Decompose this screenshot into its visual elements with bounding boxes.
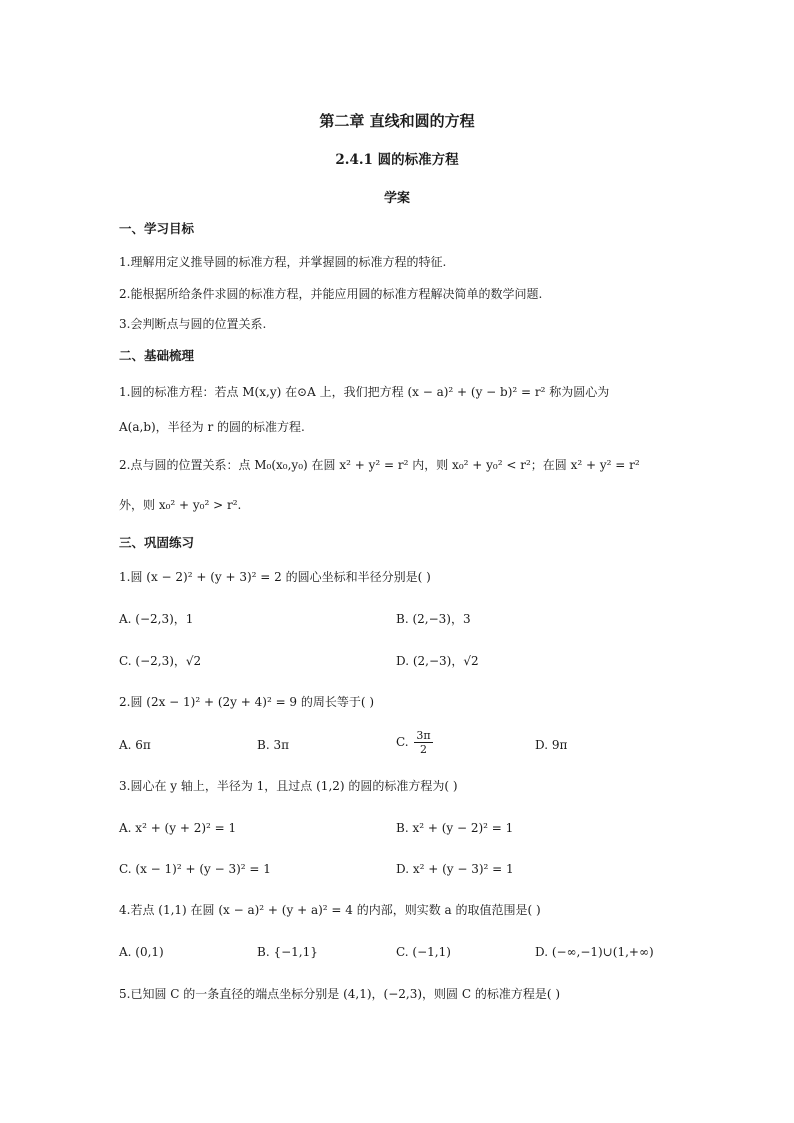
basics-line: 1.圆的标准方程：若点 M(x,y) 在⊙A 上，我们把方程 (x − a)² + (y − b)² = r² 称为圆心为: [119, 385, 610, 399]
option-a: A. (0,1): [119, 945, 164, 959]
fraction: [414, 729, 432, 756]
option-b: B. 3π: [257, 738, 289, 752]
option-c: C. (−2,3)，√2: [119, 654, 202, 668]
question-stem: 3.圆心在 y 轴上，半径为 1，且过点 (1,2) 的圆的标准方程为( ): [119, 779, 458, 793]
practice-heading: 三、巩固练习: [119, 535, 195, 550]
question-stem: 1.圆 (x − 2)² + (y + 3)² = 2 的圆心坐标和半径分别是( ): [119, 570, 431, 584]
option-b: B. x² + (y − 2)² = 1: [396, 821, 514, 835]
option-b: B. (2,−3)，3: [396, 612, 471, 626]
goals-heading: 一、学习目标: [119, 221, 195, 236]
option-a: A. x² + (y + 2)² = 1: [119, 821, 237, 835]
goal-item: 2.能根据所给条件求圆的标准方程，并能应用圆的标准方程解决简单的数学问题.: [119, 287, 543, 301]
question-stem: 5.已知圆 C 的一条直径的端点坐标分别是 (4,1)，(−2,3)，则圆 C 的标准方程是( ): [119, 987, 561, 1001]
fraction-denominator: 2: [420, 743, 428, 756]
basics-line: 外，则 x₀² + y₀² > r².: [119, 498, 242, 512]
option-d: D. 9π: [535, 738, 568, 752]
option-d: D. (2,−3)，√2: [396, 654, 479, 668]
option-d: D. (−∞,−1)∪(1,+∞): [535, 945, 654, 959]
question-stem: 4.若点 (1,1) 在圆 (x − a)² + (y + a)² = 4 的内部，则实数 a 的取值范围是( ): [119, 903, 541, 917]
option-a: A. 6π: [119, 738, 151, 752]
option-a: A. (−2,3)，1: [119, 612, 194, 626]
question-stem: 2.圆 (2x − 1)² + (2y + 4)² = 9 的周长等于( ): [119, 695, 375, 709]
basics-heading: 二、基础梳理: [119, 348, 195, 363]
chapter-title: 第二章 直线和圆的方程: [319, 112, 475, 130]
section-title: 2.4.1 圆的标准方程: [335, 152, 459, 168]
option-c: [396, 729, 433, 756]
basics-line: 2.点与圆的位置关系：点 M₀(x₀,y₀) 在圆 x² + y² = r² 内，则 x₀² + y₀² < r²；在圆 x² + y² = r²: [119, 458, 640, 472]
option-c: C. (−1,1): [396, 945, 451, 959]
basics-line: A(a,b)，半径为 r 的圆的标准方程.: [119, 420, 305, 434]
option-c-label: C.: [396, 735, 409, 749]
doc-type-title: 学案: [383, 191, 410, 206]
goal-item: 1.理解用定义推导圆的标准方程，并掌握圆的标准方程的特征.: [119, 255, 447, 269]
fraction-numerator: 3π: [416, 729, 431, 742]
option-c: C. (x − 1)² + (y − 3)² = 1: [119, 862, 271, 876]
goal-item: 3.会判断点与圆的位置关系.: [119, 317, 267, 331]
option-d: D. x² + (y − 3)² = 1: [396, 862, 514, 876]
option-b: B. {−1,1}: [257, 945, 318, 959]
